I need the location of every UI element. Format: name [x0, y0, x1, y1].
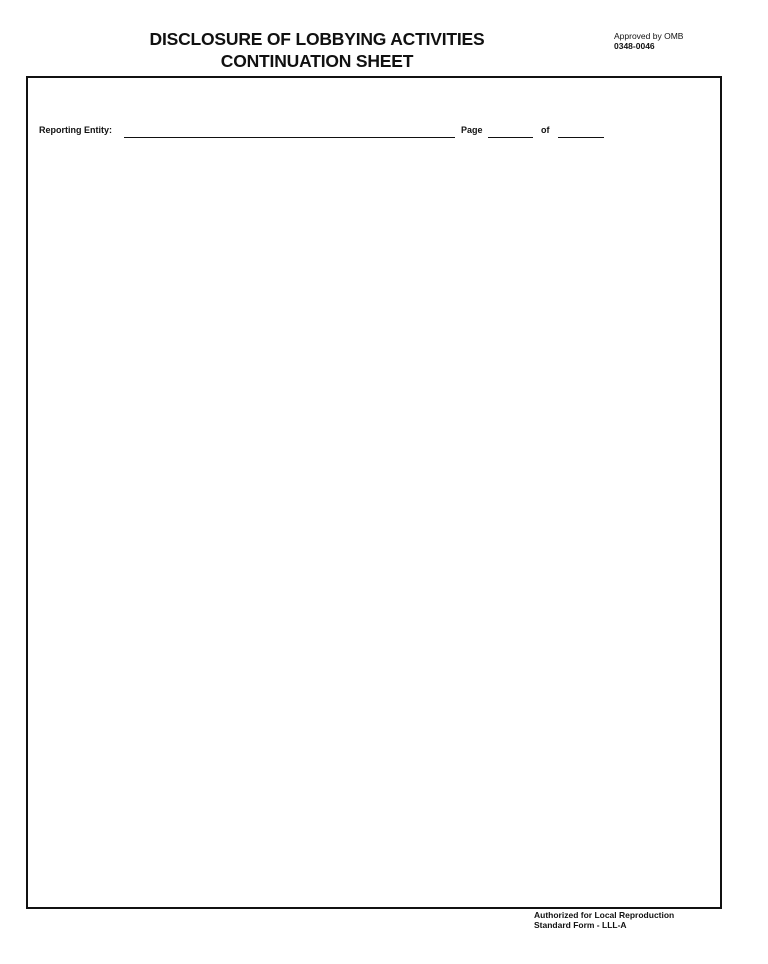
- footer-authorization: Authorized for Local Reproduction: [534, 910, 675, 920]
- omb-label: Approved by OMB: [614, 31, 684, 41]
- omb-approval: [614, 31, 683, 51]
- of-field[interactable]: [558, 137, 604, 138]
- title-line-2: CONTINUATION SHEET: [220, 51, 414, 71]
- title-line-1: DISCLOSURE OF LOBBYING ACTIVITIES: [149, 29, 485, 49]
- page-label: Page: [461, 125, 483, 135]
- page-field[interactable]: [488, 137, 533, 138]
- of-label: of: [541, 125, 550, 135]
- reporting-entity-field[interactable]: [124, 137, 455, 138]
- footer-form-id: Standard Form - LLL-A: [534, 920, 627, 930]
- omb-number: 0348-0046: [614, 41, 655, 51]
- continuation-area[interactable]: [26, 76, 722, 909]
- form-title: [117, 28, 517, 72]
- reporting-entity-label: Reporting Entity:: [39, 125, 112, 135]
- form-footer: [534, 910, 674, 930]
